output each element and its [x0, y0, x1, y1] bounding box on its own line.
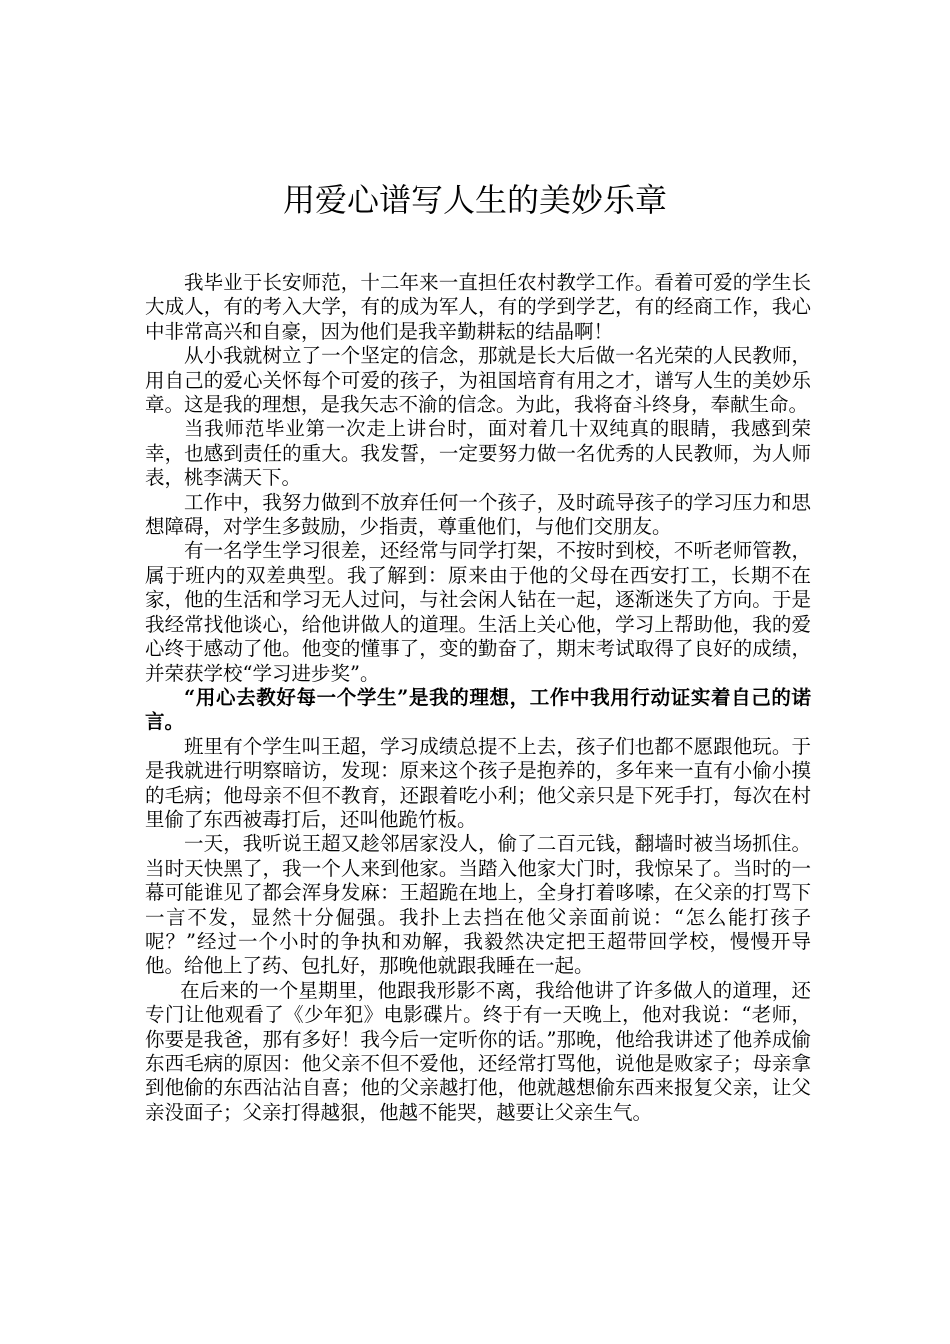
paragraph-7: 班里有个学生叫王超，学习成绩总提不上去，孩子们也都不愿跟他玩。于是我就进行明察暗访，发现：原来这个孩子是抱养的，多年来一直有小偷小摸的毛病；他母亲不但不教育，还跟着吃小利；他父亲只是下死手打，每次在村里偷了东西被毒打后，还叫他跪竹板。 [145, 734, 811, 831]
paragraph-2: 从小我就树立了一个坚定的信念，那就是长大后做一名光荣的人民教师，用自己的爱心关怀每个可爱的孩子，为祖国培育有用之才，谱写人生的美妙乐章。这是我的理想，是我矢志不渝的信念。为此，我将奋斗终身，奉献生命。 [145, 344, 811, 417]
paragraph-3: 当我师范毕业第一次走上讲台时，面对着几十双纯真的眼睛，我感到荣幸，也感到责任的重大。我发誓，一定要努力做一名优秀的人民教师，为人师表，桃李满天下。 [145, 417, 811, 490]
paragraph-1: 我毕业于长安师范，十二年来一直担任农村教学工作。看着可爱的学生长大成人，有的考入大学，有的成为军人，有的学到学艺，有的经商工作，我心中非常高兴和自豪，因为他们是我辛勤耕耘的结晶啊！ [145, 271, 811, 343]
paragraph-6-bold-motto: “用心去教好每一个学生”是我的理想，工作中我用行动证实着自己的诺言。 [145, 685, 811, 734]
document-title: 用爱心谱写人生的美妙乐章 [282, 181, 667, 219]
paragraph-8: 一天，我听说王超又趁邻居家没人，偷了二百元钱，翻墙时被当场抓住。当时天快黑了，我一个人来到他家。当踏入他家大门时，我惊呆了。当时的一幕可能谁见了都会浑身发麻：王超跪在地上，全身打着哆嗦，在父亲的打骂下一言不发，显然十分倔强。我扑上去挡在他父亲面前说：“怎么能打孩子呢？”经过一个小时的争执和劝解，我毅然决定把王超带回学校，慢慢开导他。给他上了药、包扎好，那晚他就跟我睡在一起。 [145, 832, 811, 978]
paragraph-9: 在后来的一个星期里，他跟我形影不离，我给他讲了许多做人的道理，还专门让他观看了《少年犯》电影碟片。终于有一天晚上，他对我说：“老师，你要是我爸，那有多好！我今后一定听你的话。”那晚，他给我讲述了他养成偷东西毛病的原因：他父亲不但不爱他，还经常打骂他，说他是败家子；母亲拿到他偷的东西沾沾自喜；他的父亲越打他，他就越想偷东西来报复父亲，让父亲没面子；父亲打得越狠，他越不能哭，越要让父亲生气。 [145, 978, 811, 1124]
paragraph-4: 工作中，我努力做到不放弃任何一个孩子，及时疏导孩子的学习压力和思想障碍，对学生多鼓励，少指责，尊重他们，与他们交朋友。 [145, 490, 811, 539]
document-body [145, 271, 811, 1125]
paragraph-5: 有一名学生学习很差，还经常与同学打架，不按时到校，不听老师管教，属于班内的双差典型。我了解到：原来由于他的父母在西安打工，长期不在家，他的生活和学习无人过问，与社会闲人钻在一起，逐渐迷失了方向。于是我经常找他谈心，给他讲做人的道理。生活上关心他，学习上帮助他，我的爱心终于感动了他。他变的懂事了，变的勤奋了，期末考试取得了良好的成绩，并荣获学校“学习进步奖”。 [145, 539, 811, 685]
